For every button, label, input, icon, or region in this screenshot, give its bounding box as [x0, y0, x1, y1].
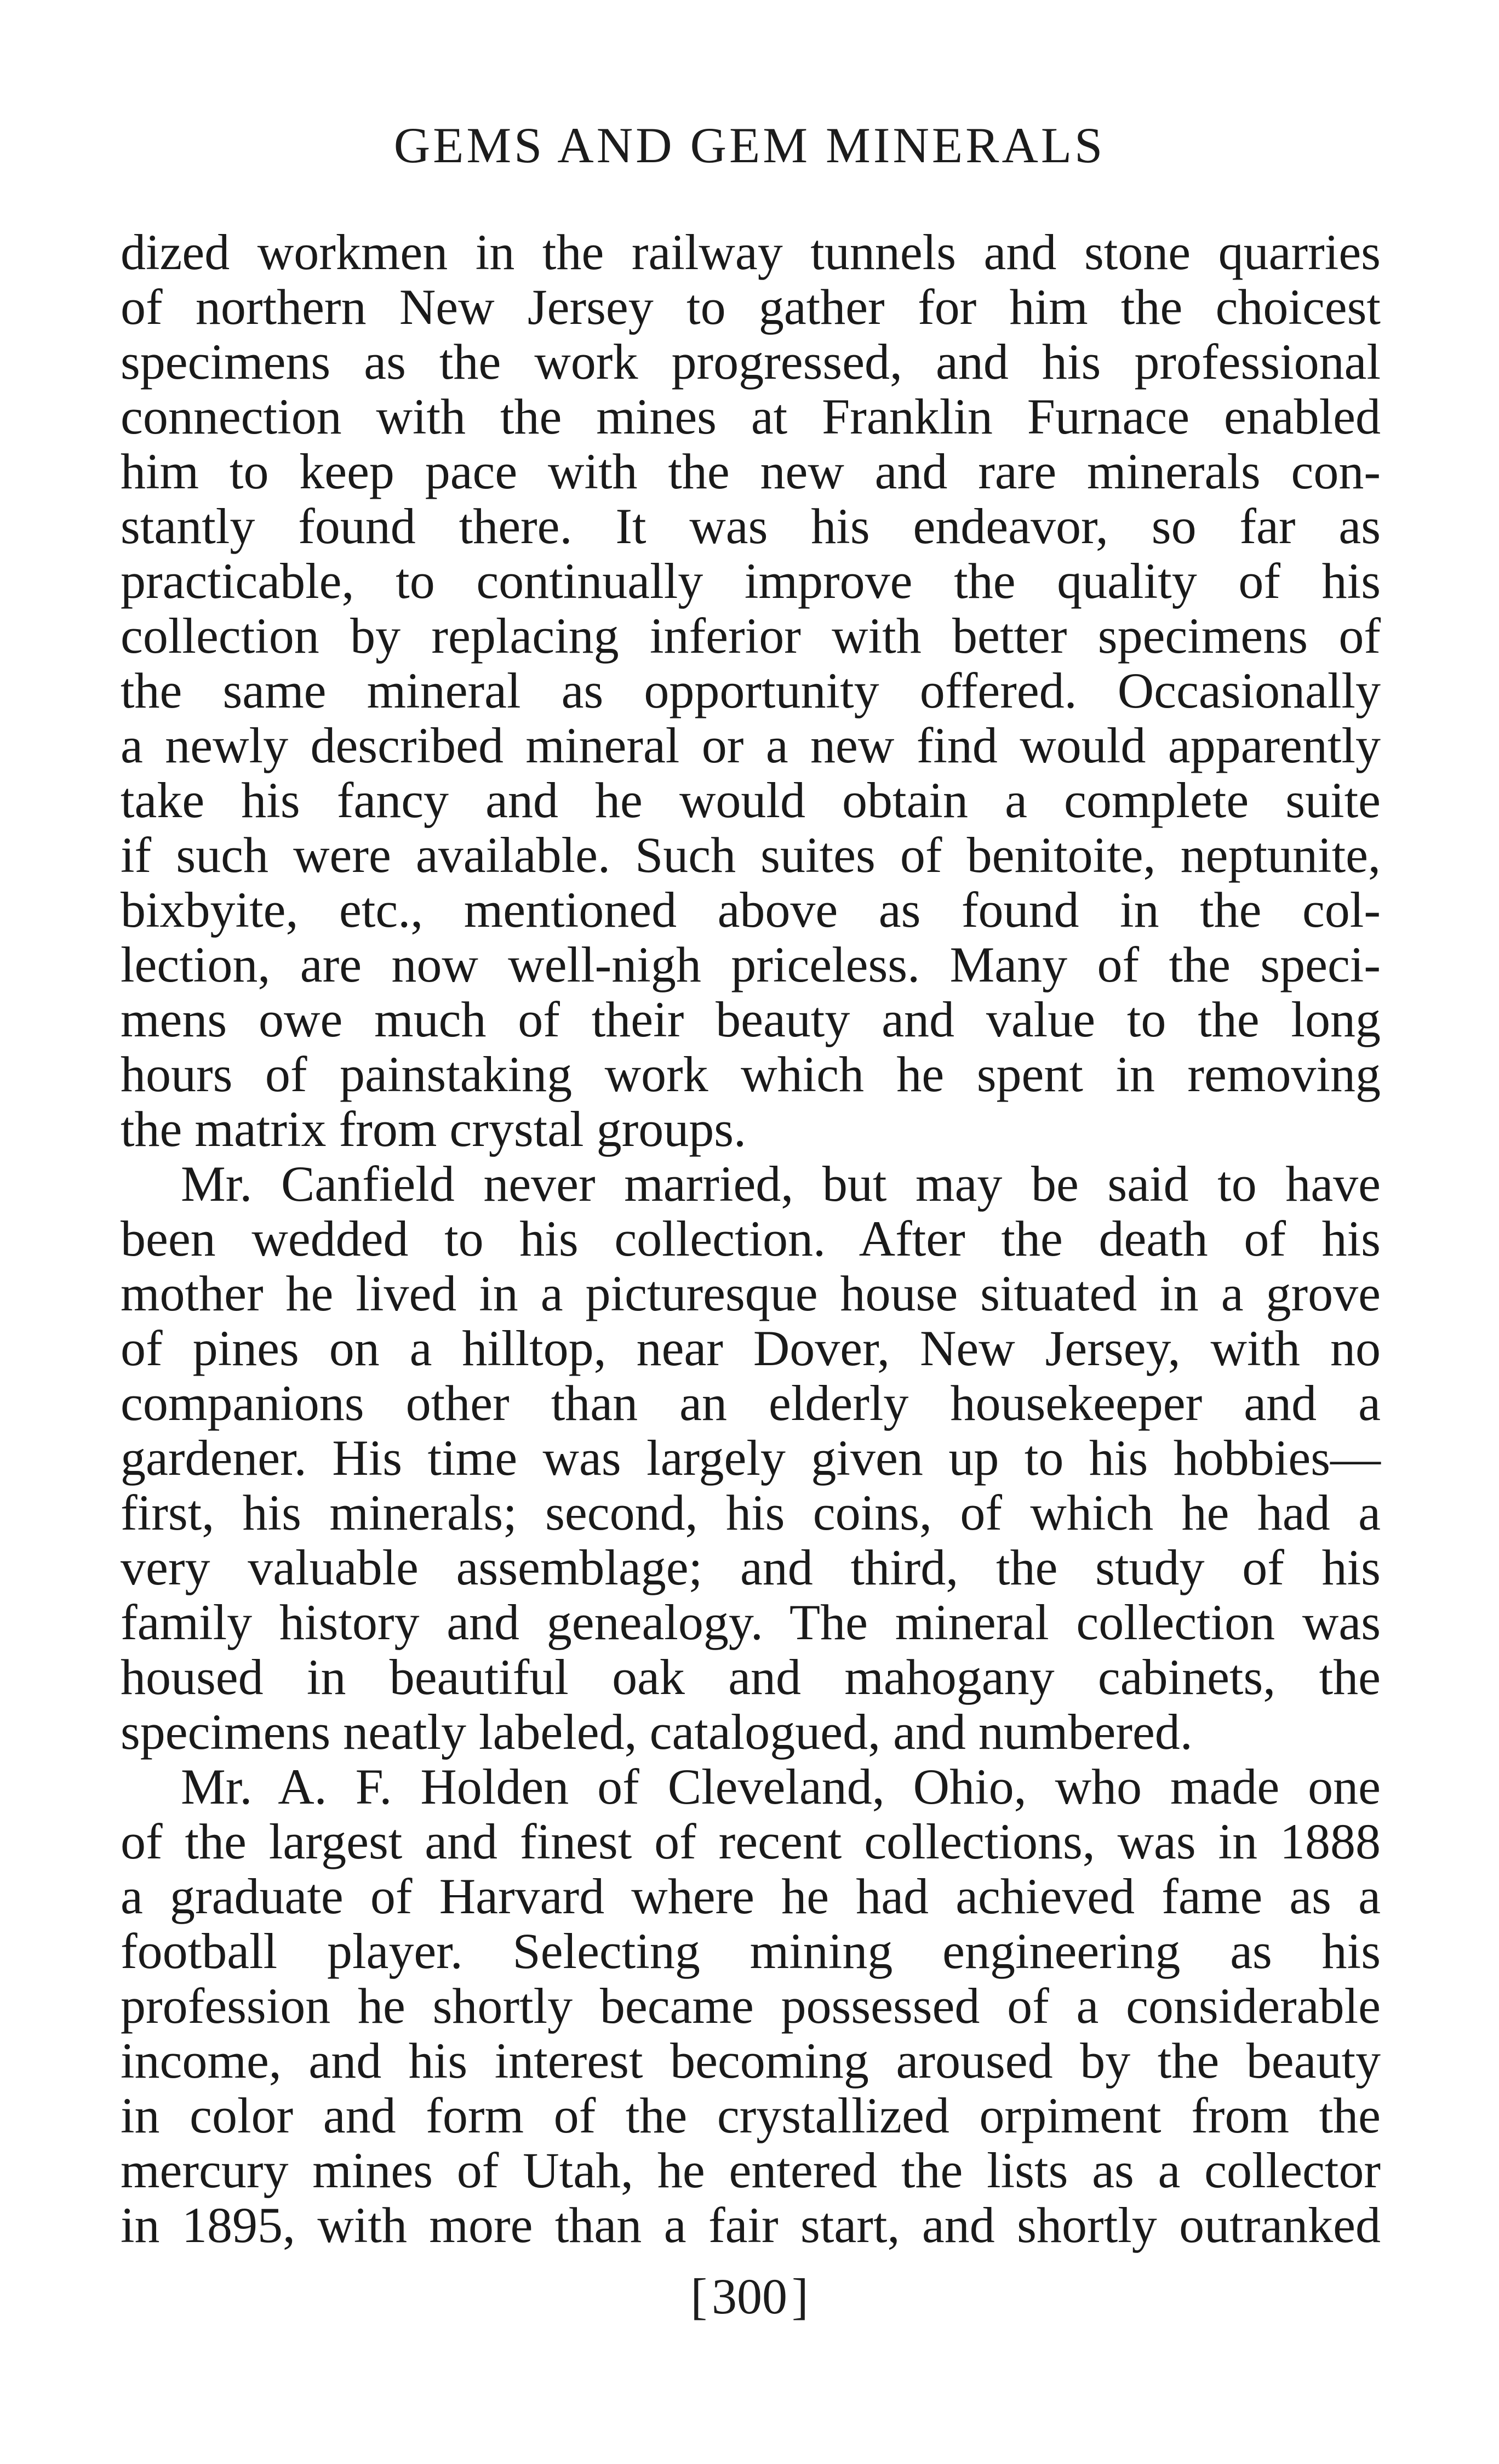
folio-close-bracket: ]	[792, 2268, 809, 2324]
text-line: Mr. A. F. Holden of Cleveland, Ohio, who made one	[181, 1759, 1381, 1815]
text-line: football player. Selecting mining engineering as his	[121, 1923, 1381, 1979]
body-text	[121, 225, 1381, 2252]
text-line: specimens neatly labeled, catalogued, and numbered.	[121, 1704, 1193, 1760]
paragraph	[121, 1156, 1381, 1759]
text-line: companions other than an elderly housekeeper and a	[121, 1375, 1381, 1431]
text-line: very valuable assemblage; and third, the study of his	[121, 1539, 1381, 1595]
text-line: of the largest and finest of recent collections, was in 1888	[121, 1813, 1381, 1869]
folio-open-bracket: [	[690, 2268, 707, 2324]
text-line: bixbyite, etc., mentioned above as found in the col-	[121, 882, 1381, 938]
text-line: first, his minerals; second, his coins, of which he had a	[121, 1485, 1381, 1541]
text-line: dized workmen in the railway tunnels and stone quarries	[121, 224, 1381, 280]
text-line: specimens as the work progressed, and his professional	[121, 334, 1381, 390]
text-line: connection with the mines at Franklin Furnace enabled	[121, 389, 1381, 444]
text-line: mens owe much of their beauty and value to the long	[121, 991, 1381, 1047]
text-line: Mr. Canfield never married, but may be said to have	[181, 1156, 1381, 1212]
text-line: in 1895, with more than a fair start, and shortly outranked	[121, 2197, 1381, 2253]
text-line: profession he shortly became possessed of a considerable	[121, 1978, 1381, 2034]
running-head: GEMS AND GEM MINERALS	[393, 117, 1106, 173]
folio-number: 300	[712, 2268, 787, 2324]
text-line: practicable, to continually improve the quality of his	[121, 553, 1381, 609]
text-line: mercury mines of Utah, he entered the lists as a collector	[121, 2142, 1381, 2198]
text-line: hours of painstaking work which he spent in removing	[121, 1046, 1381, 1102]
text-line: collection by replacing inferior with better specimens of	[121, 608, 1381, 664]
text-line: the same mineral as opportunity offered. Occasionally	[121, 663, 1381, 718]
text-line: a newly described mineral or a new find would apparently	[121, 717, 1381, 773]
page-number	[0, 2269, 1499, 2324]
text-line: income, and his interest becoming aroused by the beauty	[121, 2033, 1381, 2089]
paragraph	[121, 225, 1381, 1156]
text-line: stantly found there. It was his endeavor, so far as	[121, 498, 1381, 554]
text-line: the matrix from crystal groups.	[121, 1101, 747, 1157]
text-line: lection, are now well-nigh priceless. Many of the speci-	[121, 937, 1381, 993]
text-line: mother he lived in a picturesque house situated in a grove	[121, 1265, 1381, 1321]
text-line: of northern New Jersey to gather for him the choicest	[121, 279, 1381, 335]
text-line: a graduate of Harvard where he had achieved fame as a	[121, 1868, 1381, 1924]
text-line: of pines on a hilltop, near Dover, New Jersey, with no	[121, 1320, 1381, 1376]
text-line: him to keep pace with the new and rare minerals con-	[121, 443, 1381, 499]
text-line: family history and genealogy. The mineral collection was	[121, 1594, 1381, 1650]
text-line: if such were available. Such suites of benitoite, neptunite,	[121, 827, 1381, 883]
text-line: take his fancy and he would obtain a complete suite	[121, 772, 1381, 828]
text-line: gardener. His time was largely given up to his hobbies—	[121, 1430, 1381, 1486]
text-line: in color and form of the crystallized orpiment from the	[121, 2087, 1381, 2143]
text-line: been wedded to his collection. After the death of his	[121, 1211, 1381, 1267]
text-line: housed in beautiful oak and mahogany cabinets, the	[121, 1649, 1381, 1705]
paragraph	[121, 1759, 1381, 2252]
